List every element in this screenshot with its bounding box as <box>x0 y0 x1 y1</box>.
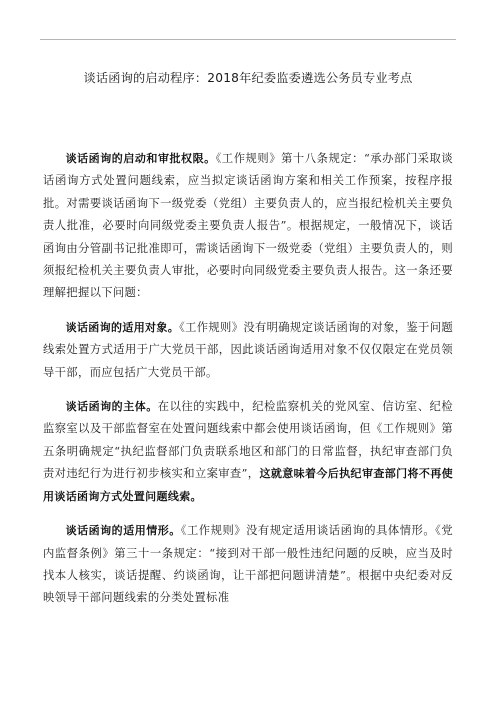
paragraph-text: 在以往的实践中，纪检监察机关的党风室、信访室、纪检监察室以及干部监督室在处置问题线索中都会使用谈话函询，但《工作规则》第五条明确规定“执纪监督部门负责联系地区和部门的日常监督，执纪审查部门负责对违纪行为进行初步核实和立案审查”， <box>43 400 453 481</box>
document-title: 谈话函询的启动程序：2018年纪委监委遴选公务员专业考点 <box>83 71 413 85</box>
paragraph <box>43 317 453 384</box>
paragraph-emphasis: 这就意味着今后执纪审查部门将不再使用谈话函询方式处置问题线索。 <box>43 467 453 503</box>
paragraph-text: 《工作规则》没有规定适用谈话函询的具体情形。《党内监督条例》第三十一条规定：“接到对干部一般性违纪问题的反映，应当及时找本人核实，谈话提醒、约谈函询，让干部把问题讲清楚”。根据中央纪委对反映领导干部问题线索的分类处置标准 <box>43 524 453 605</box>
paragraph <box>43 148 453 305</box>
paragraph-lead: 谈话函询的主体。 <box>65 400 158 414</box>
paragraph <box>43 396 453 508</box>
header-rule <box>40 39 456 40</box>
paragraph-lead: 谈话函询的适用对象。 <box>65 320 180 334</box>
paragraph-text: 《工作规则》第十八条规定：“承办部门采取谈话函询方式处置问题线索，应当拟定谈话函询方案和相关工作预案，按程序报批。对需要谈话函询下一级党委（党组）主要负责人的，应当报纪检机关主要负责人批准，必要时向同级党委主要负责人报告”。根据规定，一般情况下，谈话函询由分管副书记批准即可，需谈话函询下一级党委（党组）主要负责人的，则须报纪检机关主要负责人审批，必要时向同级党委主要负责人报告。这一条还要理解把握以下问题： <box>43 152 453 300</box>
document-body <box>43 148 453 622</box>
paragraph-lead: 谈话函询的启动和审批权限。 <box>65 152 216 165</box>
paragraph-lead: 谈话函询的适用情形。 <box>65 524 181 538</box>
paragraph <box>43 520 453 610</box>
paragraph-text: 《工作规则》没有明确规定谈话函询的对象，鉴于问题线索处置方式适用于广大党员干部，因此谈话函询适用对象不仅仅限定在党员领导干部，而应包括广大党员干部。 <box>43 320 453 379</box>
